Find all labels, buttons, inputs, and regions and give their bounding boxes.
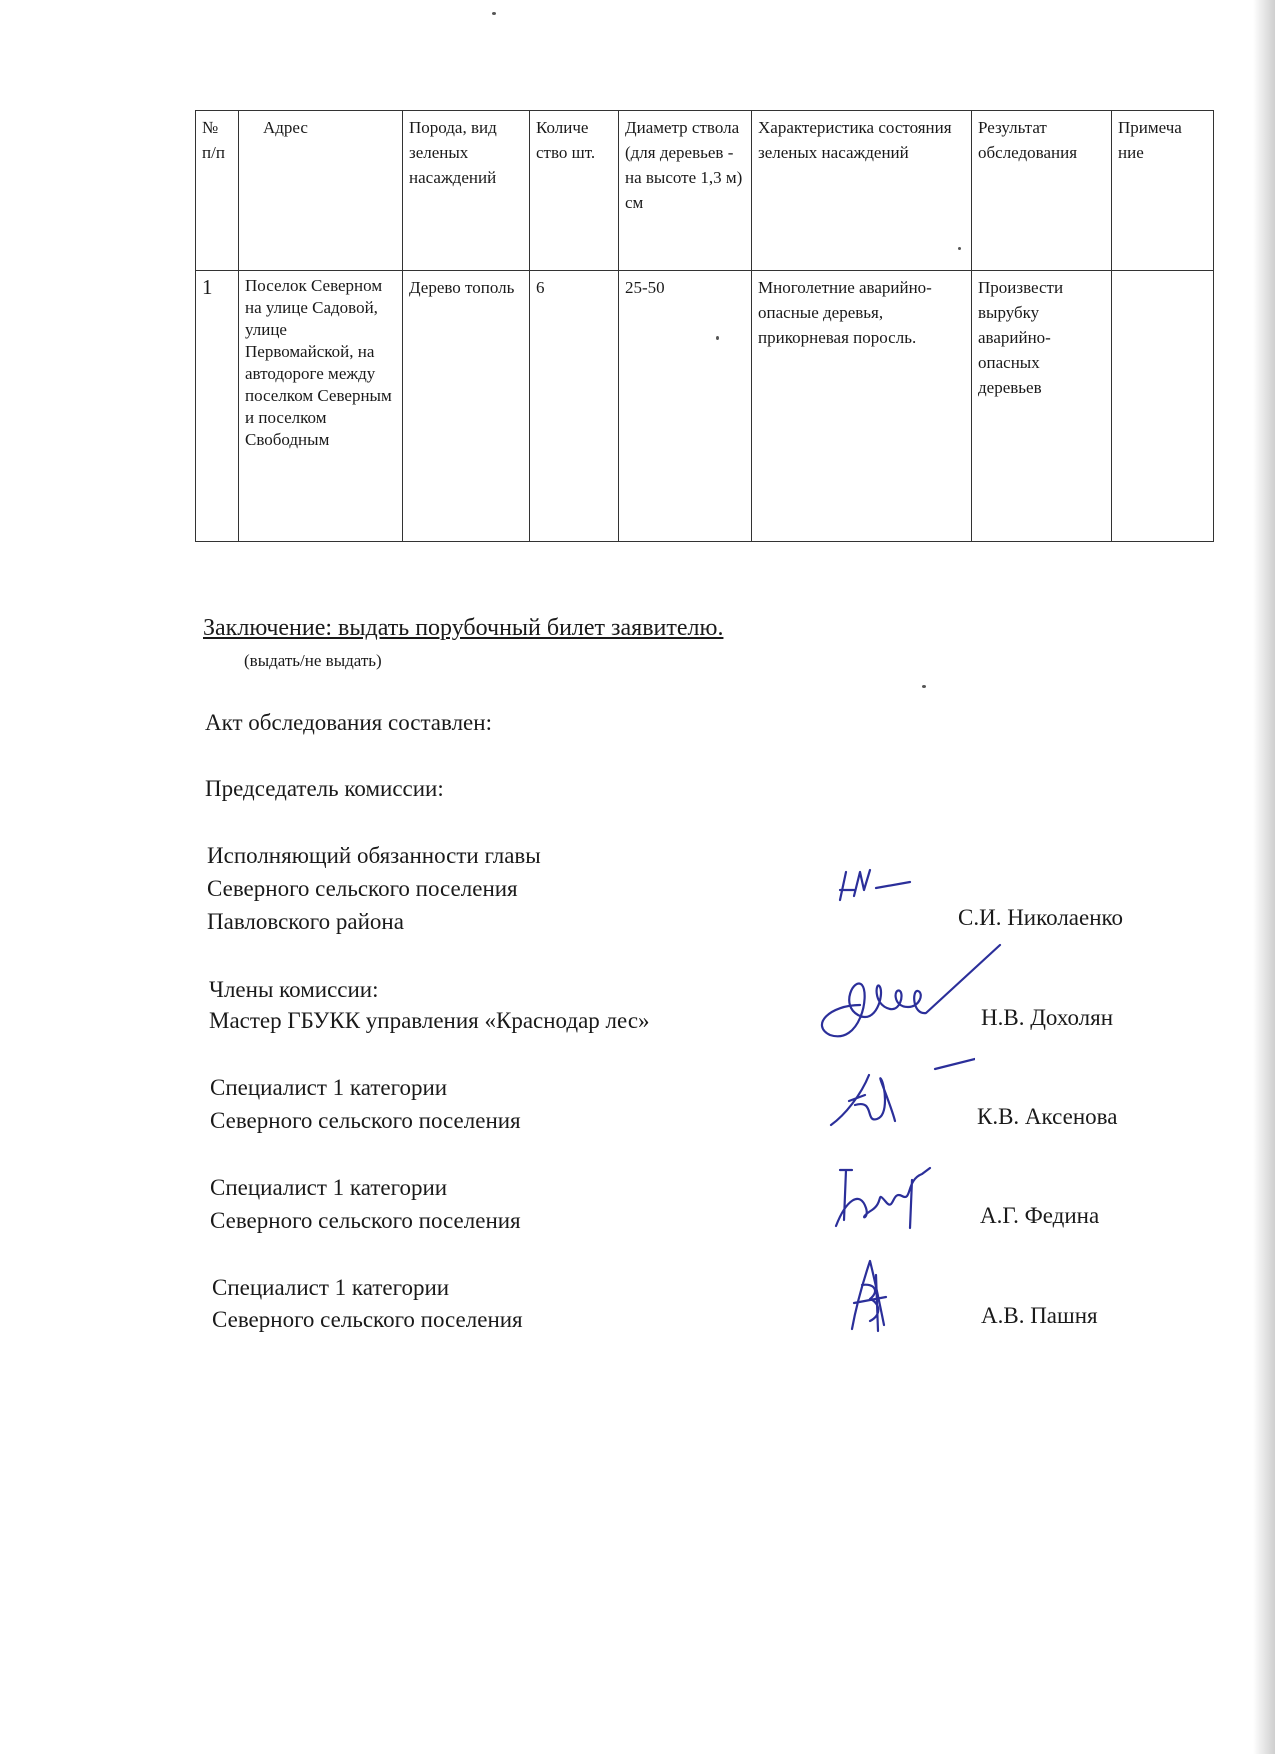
row-condition: Многолетние аварийно-опасные деревья, прикорневая поросль. xyxy=(752,271,972,542)
row-address: Поселок Северном на улице Садовой, улице Первомайской, на автодороге между поселком Северным и поселком Свободным xyxy=(239,271,403,542)
member-name: А.Г. Федина xyxy=(980,1203,1100,1228)
member-name: Н.В. Дохолян xyxy=(981,1005,1114,1030)
row-diameter: 25-50 xyxy=(619,271,752,542)
header-condition: Характеристика состояния зеленых насаждений xyxy=(752,111,972,271)
member-position-line: Северного сельского поселения xyxy=(212,1307,523,1332)
survey-table xyxy=(195,110,1214,542)
header-count: Количе ство шт. xyxy=(530,111,619,271)
chairman-position-line: Исполняющий обязанности главы xyxy=(207,843,541,868)
act-compiled-heading: Акт обследования составлен: xyxy=(205,710,492,735)
chairman-name: С.И. Николаенко xyxy=(958,905,1124,930)
member-signature xyxy=(840,1255,910,1335)
chairman-signature xyxy=(830,860,920,910)
header-number: № п/п xyxy=(196,111,239,271)
chairman-position-line: Павловского района xyxy=(207,909,404,934)
member-position-line: Мастер ГБУКК управления «Краснодар лес» xyxy=(209,1008,650,1033)
chairman-position-line: Северного сельского поселения xyxy=(207,876,518,901)
member-signature xyxy=(825,1055,975,1135)
header-result: Результат обследования xyxy=(972,111,1112,271)
member-position-line: Специалист 1 категории xyxy=(212,1275,450,1300)
scan-edge-shadow xyxy=(1253,0,1275,1754)
conclusion-hint: (выдать/не выдать) xyxy=(244,651,382,670)
scan-speck xyxy=(492,12,496,15)
row-note xyxy=(1112,271,1214,542)
header-species: Порода, вид зеленых насаждений xyxy=(403,111,530,271)
header-note: Примеча ние xyxy=(1112,111,1214,271)
member-position-line: Специалист 1 категории xyxy=(210,1075,448,1100)
row-count: 6 xyxy=(530,271,619,542)
member-name: К.В. Аксенова xyxy=(977,1104,1118,1129)
table-header-row xyxy=(196,111,1214,271)
members-heading: Члены комиссии: xyxy=(209,977,379,1002)
scan-speck xyxy=(922,685,926,688)
conclusion-text: Заключение: выдать порубочный билет заявителю. xyxy=(203,615,724,641)
header-address: Адрес xyxy=(239,111,403,271)
member-name: А.В. Пашня xyxy=(981,1303,1098,1328)
chairman-heading: Председатель комиссии: xyxy=(205,776,444,801)
member-position-line: Северного сельского поселения xyxy=(210,1108,521,1133)
member-position-line: Специалист 1 категории xyxy=(210,1175,448,1200)
header-diameter: Диаметр ствола (для деревьев - на высоте 1,3 м) см xyxy=(619,111,752,271)
row-species: Дерево тополь xyxy=(403,271,530,542)
member-position-line: Северного сельского поселения xyxy=(210,1208,521,1233)
row-number: 1 xyxy=(196,271,239,542)
member-signature xyxy=(800,935,1010,1050)
row-result: Произвести вырубку аварийно-опасных деревьев xyxy=(972,271,1112,542)
table-row xyxy=(196,271,1214,542)
member-signature xyxy=(826,1160,946,1240)
